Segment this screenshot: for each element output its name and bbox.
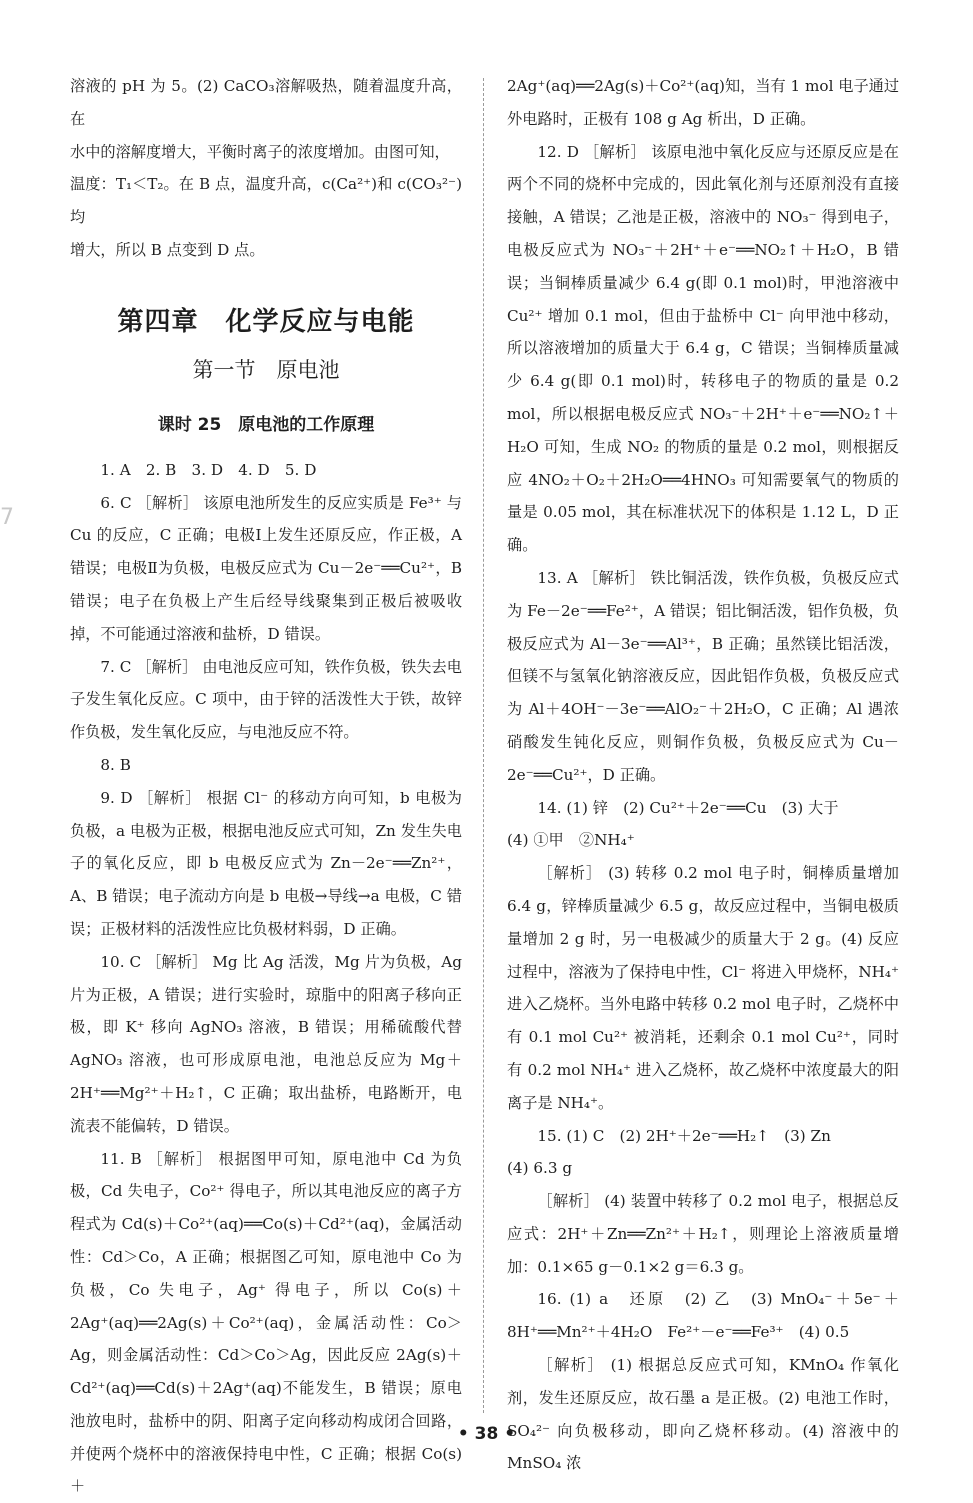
answer-14: 14. (1) 锌 (2) Cu²⁺＋2e⁻══Cu (3) 大于 (537, 798, 839, 817)
answer-6: 6. C ［解析］ 该原电池所发生的反应实质是 Fe³⁺ 与 Cu 的反应，C 正确；电极Ⅰ上发生还原反应，作正极，A 错误；电极Ⅱ为负极，电极反应式为 Cu－2e⁻══Cu²⁺，B 错误；电子在负极上产生后经导线聚集到正极后被吸收掉，不可能通过溶液和盐桥，D 错误。 (70, 493, 462, 643)
answer-16-explanation: ［解析］ (1) 根据总反应式可知，KMnO₄ 作氧化剂，发生还原反应，故石墨 a 是正极。(2) 电池工作时，SO₄²⁻ 向负极移动，即向乙烧杯移动。(4) 溶液中的 MnSO₄ 浓 (507, 1356, 899, 1473)
page-number: • 38 • (457, 1424, 516, 1444)
lesson-title: 课时 25 原电池的工作原理 (157, 414, 375, 435)
intro-line: 水中的溶解度增大，平衡时离子的浓度增加。由图可知， (70, 142, 450, 161)
page-edge-mark: 7 (0, 505, 14, 530)
chapter-title: 第四章 化学反应与电能 (117, 306, 415, 337)
section-title: 第一节 原电池 (192, 357, 340, 382)
answer-15-part4: (4) 6.3 g (507, 1159, 573, 1178)
answer-10: 10. C ［解析］ Mg 比 Ag 活泼，Mg 片为负极，Ag 片为正极，A 错误；进行实验时，琼脂中的阳离子移向正极，即 K⁺ 移向 AgNO₃ 溶液，B 错误；用稀硫酸代替 AgNO₃ 溶液，也可形成原电池，电池总反应为 Mg＋2H⁺══Mg²⁺＋H₂↑，C 正确；取出盐桥，电路断开，电流表不能偏转，D 错误。 (70, 952, 462, 1135)
intro-line: 增大，所以 B 点变到 D 点。 (70, 240, 265, 259)
intro-line: 温度：T₁＜T₂。在 B 点，温度升高，c(Ca²⁺)和 c(CO₃²⁻)均 (70, 175, 462, 227)
answer-14-part4: (4) ①甲 ②NH₄⁺ (507, 831, 635, 850)
column-divider (483, 78, 484, 1413)
answer-12: 12. D ［解析］ 该原电池中氧化反应与还原反应是在两个不同的烧杯中完成的，因此氧化剂与还原剂没有直接接触，A 错误；乙池是正极，溶液中的 NO₃⁻ 得到电子，电极反应式为 NO₃⁻＋2H⁺＋e⁻══NO₂↑＋H₂O，B 错误；当铜棒质量减少 6.4 g(即 0.1 mol)时，甲池溶液中 Cu²⁺ 增加 0.1 mol，但由于盐桥中 Cl⁻ 向甲池中移动，所以溶液增加的质量大于 6.4 g，C 错误；当铜棒质量减少 6.4 g(即 0.1 mol)时，转移电子的物质的量是 0.2 mol，所以根据电极反应式 NO₃⁻＋2H⁺＋e⁻══NO₂↑＋H₂O 可知，生成 NO₂ 的物质的量是 0.2 mol，则根据反应 4NO₂＋O₂＋2H₂O══4HNO₃ 可知需要氧气的物质的量是 0.05 mol，其在标准状况下的体积是 1.12 L，D 正确。 (507, 142, 899, 555)
answer-14-explanation: ［解析］ (3) 转移 0.2 mol 电子时，铜棒质量增加 6.4 g，锌棒质量减少 6.5 g，故反应过程中，当铜电极质量增加 2 g 时，另一电极减少的质量大于 2 g。(4) 反应过程中，溶液为了保持电中性，Cl⁻ 将进入甲烧杯，NH₄⁺ 进入乙烧杯。当外电路中转移 0.2 mol 电子时，乙烧杯中有 0.1 mol Cu²⁺ 被消耗，还剩余 0.1 mol Cu²⁺，同时有 0.2 mol NH₄⁺ 进入乙烧杯，故乙烧杯中浓度最大的阳离子是 NH₄⁺。 (507, 864, 899, 1112)
left-column (70, 70, 462, 1503)
answer-9: 9. D ［解析］ 根据 Cl⁻ 的移动方向可知，b 电极为负极，a 电极为正极，根据电池反应式可知，Zn 发生失电子的氧化反应，即 b 电极反应式为 Zn－2e⁻══Zn²⁺，A、B 错误；电子流动方向是 b 电极→导线→a 电极，C 错误；正极材料的活泼性应比负极材料弱，D 正确。 (70, 788, 462, 938)
answer-15: 15. (1) C (2) 2H⁺＋2e⁻══H₂↑ (3) Zn (537, 1126, 831, 1145)
answer-8: 8. B (100, 755, 131, 774)
answer-16: 16. (1) a 还原 (2) 乙 (3) MnO₄⁻＋5e⁻＋8H⁺══Mn²⁺＋4H₂O Fe²⁺－e⁻══Fe³⁺ (4) 0.5 (507, 1290, 899, 1342)
answer-11-continued: 2Ag⁺(aq)══2Ag(s)＋Co²⁺(aq)知，当有 1 mol 电子通过外电路时，正极有 108 g Ag 析出，D 正确。 (507, 77, 900, 128)
right-column (507, 70, 899, 1480)
intro-line: 溶液的 pH 为 5。(2) CaCO₃溶解吸热，随着温度升高，在 (70, 77, 462, 128)
answer-7: 7. C ［解析］ 由电池反应可知，铁作负极，铁失去电子发生氧化反应。C 项中，由于锌的活泼性大于铁，故锌作负极，发生氧化反应，与电池反应不符。 (70, 657, 462, 742)
answers-1-5: 1. A 2. B 3. D 4. D 5. D (100, 460, 317, 479)
answer-13: 13. A ［解析］ 铁比铜活泼，铁作负极，负极反应式为 Fe－2e⁻══Fe²⁺，A 错误；铝比铜活泼，铝作负极，负极反应式为 Al－3e⁻══Al³⁺，B 正确；虽然镁比铝活泼，但镁不与氢氧化钠溶液反应，因此铝作负极，负极反应式为 Al＋4OH⁻－3e⁻══AlO₂⁻＋2H₂O，C 正确；Al 遇浓硝酸发生钝化反应，则铜作负极，负极反应式为 Cu－2e⁻══Cu²⁺，D 正确。 (507, 568, 899, 784)
answer-15-explanation: ［解析］ (4) 装置中转移了 0.2 mol 电子，根据总反应式：2H⁺＋Zn══Zn²⁺＋H₂↑，则理论上溶液质量增加：0.1×65 g－0.1×2 g＝6.3 g。 (507, 1192, 899, 1276)
answer-11: 11. B ［解析］ 根据图甲可知，原电池中 Cd 为负极，Cd 失电子，Co²⁺ 得电子，所以其电池反应的离子方程式为 Cd(s)＋Co²⁺(aq)══Co(s)＋Cd²⁺(aq)，金属活动性：Cd＞Co，A 正确；根据图乙可知，原电池中 Co 为负极，Co 失电子，Ag⁺ 得电子，所以 Co(s)＋2Ag⁺(aq)══2Ag(s)＋Co²⁺(aq)，金属活动性：Co＞Ag，则金属活动性：Cd＞Co＞Ag，因此反应 2Ag(s)＋Cd²⁺(aq)══Cd(s)＋2Ag⁺(aq)不能发生，B 错误；原电池放电时，盐桥中的阴、阳离子定向移动构成闭合回路，并使两个烧杯中的溶液保持电中性，C 正确；根据 Co(s)＋ (70, 1149, 462, 1496)
